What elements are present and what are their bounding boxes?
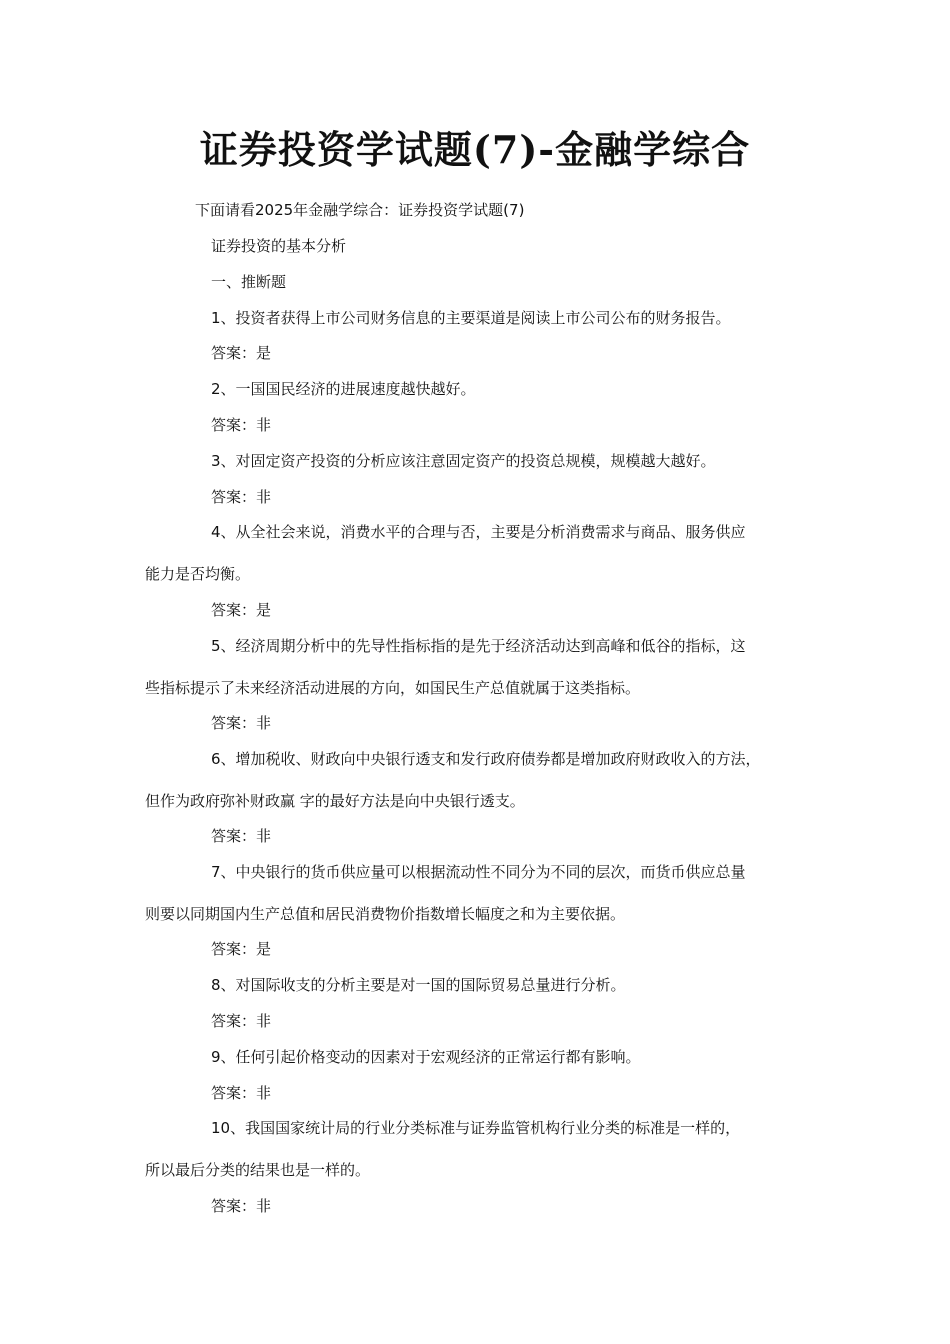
question-line-continued: 则要以同期国内生产总值和居民消费物价指数增长幅度之和为主要依据。 <box>145 905 626 923</box>
answer-line: 答案：是 <box>211 601 272 619</box>
question-line-continued: 所以最后分类的结果也是一样的。 <box>145 1161 371 1179</box>
answer-line: 答案：非 <box>211 1197 272 1215</box>
answer-line: 答案：非 <box>211 1012 272 1030</box>
answer-line: 答案：非 <box>211 714 272 732</box>
intro-text: 下面请看2025年金融学综合：证券投资学试题(7) <box>195 201 525 219</box>
question-line-continued: 能力是否均衡。 <box>145 565 251 583</box>
question-line: 8、对国际收支的分析主要是对一国的国际贸易总量进行分析。 <box>211 976 626 994</box>
question-line: 5、经济周期分析中的先导性指标指的是先于经济活动达到高峰和低谷的指标，这 <box>211 637 746 655</box>
answer-line: 答案：非 <box>211 488 272 506</box>
question-line: 3、对固定资产投资的分析应该注意固定资产的投资总规模，规模越大越好。 <box>211 452 716 470</box>
question-line: 9、任何引起价格变动的因素对于宏观经济的正常运行都有影响。 <box>211 1048 641 1066</box>
answer-line: 答案：非 <box>211 827 272 845</box>
question-line: 4、从全社会来说，消费水平的合理与否，主要是分析消费需求与商品、服务供应 <box>211 523 746 541</box>
answer-line: 答案：是 <box>211 344 272 362</box>
question-line: 2、一国国民经济的进展速度越快越好。 <box>211 380 476 398</box>
question-line: 6、增加税收、财政向中央银行透支和发行政府债券都是增加政府财政收入的方法， <box>211 750 761 768</box>
page-title: 证券投资学试题(7)-金融学综合 <box>199 127 751 172</box>
question-line: 1、投资者获得上市公司财务信息的主要渠道是阅读上市公司公布的财务报告。 <box>211 309 731 327</box>
question-line: 7、中央银行的货币供应量可以根据流动性不同分为不同的层次，而货币供应总量 <box>211 863 746 881</box>
question-line-continued: 些指标提示了未来经济活动进展的方向，如国民生产总值就属于这类指标。 <box>145 679 641 697</box>
question-line-continued: 但作为政府弥补财政赢 字的最好方法是向中央银行透支。 <box>145 792 525 810</box>
question-line: 10、我国国家统计局的行业分类标准与证券监管机构行业分类的标准是一样的， <box>211 1119 741 1137</box>
answer-line: 答案：非 <box>211 416 272 434</box>
answer-line: 答案：非 <box>211 1084 272 1102</box>
section-heading: 证券投资的基本分析 <box>211 237 347 255</box>
part-heading: 一、推断题 <box>211 273 287 291</box>
answer-line: 答案：是 <box>211 940 272 958</box>
